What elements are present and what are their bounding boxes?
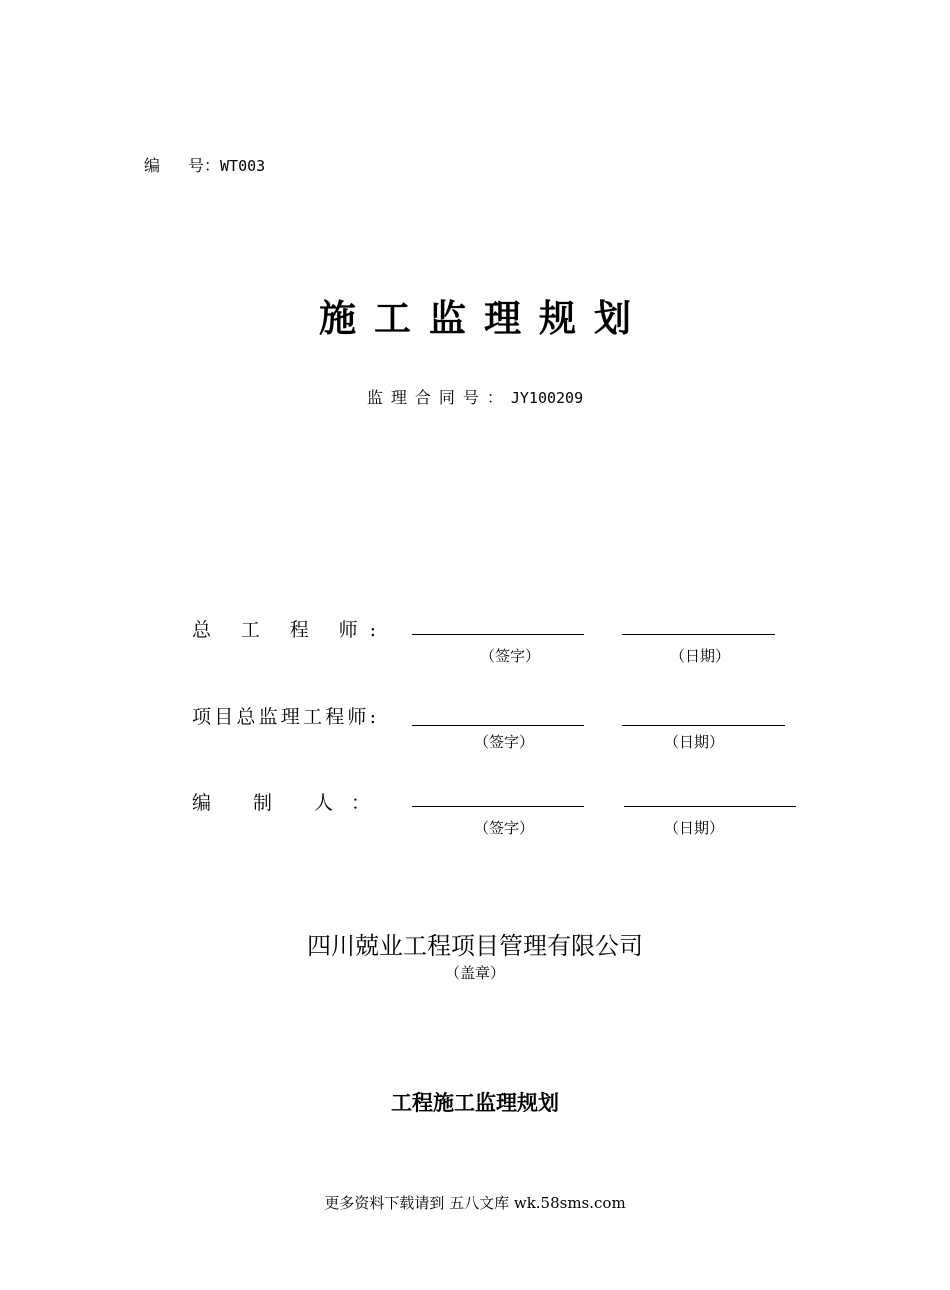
chief-supervisor-signature-line[interactable]	[412, 725, 584, 726]
footer-text: 更多资料下载请到 五八文库 wk.58sms.com	[324, 1194, 626, 1212]
chief-engineer-date-hint: （日期）	[670, 647, 731, 665]
compiler-signature-line[interactable]	[412, 806, 584, 807]
chief-supervisor-date-line[interactable]	[622, 725, 785, 726]
compiler-date-line[interactable]	[624, 806, 796, 807]
contract-number	[0, 385, 950, 408]
page-title: 施工监理规划	[319, 297, 649, 340]
contract-number-label: 监理合同号：	[366, 388, 511, 407]
compiler-sign-hint: （签字）	[474, 819, 535, 837]
chief-supervisor-sign-hint: （签字）	[474, 733, 535, 751]
company-name: 四川兢业工程项目管理有限公司	[307, 932, 643, 960]
document-number-label-a: 编	[144, 156, 161, 175]
chief-supervisor-label: 项目总监理工程师:	[192, 706, 376, 728]
document-number-value: WT003	[220, 157, 266, 175]
document-number-label-b: 号：	[188, 156, 221, 175]
document-number	[144, 153, 265, 176]
compiler-date-hint: （日期）	[664, 819, 725, 837]
chief-engineer-sign-hint: （签字）	[480, 647, 541, 665]
chief-supervisor-date-hint: （日期）	[664, 733, 725, 751]
document-subtitle: 工程施工监理规划	[391, 1091, 559, 1115]
company-seal-hint: （盖章）	[444, 964, 505, 982]
contract-number-value: JY100209	[510, 389, 584, 407]
chief-engineer-signature-line[interactable]	[412, 634, 584, 635]
compiler-label: 编 制 人：	[192, 792, 370, 814]
chief-engineer-date-line[interactable]	[622, 634, 775, 635]
chief-engineer-label: 总 工 程 师:	[192, 619, 376, 641]
